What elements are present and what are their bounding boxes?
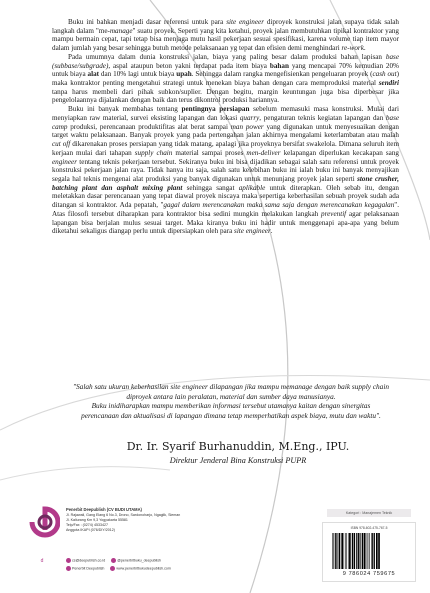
text-run: , pengaturan teknis kegiatan lapangan dan	[259, 113, 386, 122]
barcode-bar	[332, 533, 333, 569]
text-run: cash out	[372, 70, 397, 79]
barcode-bar	[358, 533, 359, 569]
text-run: .	[270, 227, 273, 236]
text-run: " suatu proyek. Seperti yang kita ketahui, proyek jalan membutuhkan tipikal kontraktor yang mampu bermain cepat, tapi tetap bisa menjaga mutu hasil pekerjaan sesuai spesifikasi, karena volume tiap item mayor dalam jumlah yang besar sehingga butuh metode pelaksanaan yg tepat dan efisien demi menghindari	[52, 26, 400, 53]
isbn-label: ISBN 978-602-475-767-5	[350, 526, 388, 530]
text-run: stone crusher, batching plant dan asphalt mixing plant	[52, 174, 399, 192]
barcode-bar	[346, 533, 347, 569]
barcode-bar	[372, 533, 373, 569]
text-run: yang digunakan untuk menyesuaikan dengan target waktu pelaksanaan. Banyak proyek yang pada pertengahan jalan akhirnya mengalami keterlambatan atau malah	[52, 122, 400, 140]
barcode-bar	[333, 533, 334, 569]
category-label: Kategori : Manajemen Teknik	[327, 509, 411, 517]
text-run: Buku ini bahkan menjadi dasar referensi untuk para	[68, 18, 227, 26]
text-run: material sampai proses	[172, 148, 247, 157]
text-run: Pada umumnya dalam dunia konstruksi jalan, biaya yang paling besar dalam produksi bahan lapisan	[68, 52, 386, 61]
instagram-contact[interactable]	[111, 558, 161, 563]
barcode-bar	[345, 533, 346, 569]
barcode-bar	[367, 533, 368, 569]
barcode-graphic	[331, 533, 407, 571]
text-run: ". Atas filosofi tersebut diharapkan para kontraktor bisa sedini mungkin melakukan langkah	[52, 201, 399, 218]
text-run: kelapangan diperlukan kecakapan sang	[280, 148, 399, 157]
email-text: cs@deepublish.co.id	[72, 558, 106, 563]
publisher-name: Penerbit Deepublish (CV BUDI UTAMA)	[66, 507, 142, 512]
barcode-bar	[352, 533, 354, 569]
text-run: base camp	[52, 113, 400, 131]
text-run: sehingga sangat	[182, 183, 239, 192]
text-run: sendiri	[378, 79, 399, 88]
website-contact[interactable]	[110, 566, 171, 571]
facebook-contact[interactable]	[66, 566, 104, 571]
publisher-contacts	[66, 558, 276, 571]
text-run: diproyek konstruksi jalan supaya tidak salah langkah dalam "me-	[52, 18, 400, 35]
barcode-bar	[376, 533, 378, 569]
text-run: re-work	[341, 44, 364, 53]
text-run: upah	[176, 70, 192, 79]
publisher-address-1: Jl. Rajawali, Gang Elang 6 No.3, Drono, Sardonoharjo, Ngaglik, Sleman	[66, 512, 181, 517]
instagram-text: @penerbitbuku_deepublish	[117, 558, 162, 563]
text-run: pentingnya persiapan	[181, 105, 250, 114]
barcode-number: 9 786024 759675	[342, 571, 396, 577]
text-run: preventif	[321, 209, 347, 218]
text-run: site engineer	[226, 18, 264, 26]
text-run: quarry	[239, 113, 260, 122]
text-run: aplikable	[238, 183, 266, 192]
barcode-bar	[356, 533, 357, 569]
text-run: tentang teknis pekerjaan tersebut. Sekiranya buku ini bisa dijadikan sebagai salah satu referensi untuk proyek konstruksi pekerjaan jalan raya. Tidak hanya itu saja, salah satu kelebihan buku ini ialah buku ini banyak menyajikan segala hal teknis mengenai alat produksi yang banyak digunakan untuk menunjang proyek jalan seperti	[52, 157, 399, 183]
email-contact[interactable]	[66, 558, 105, 563]
text-run: tanpa harus membeli dari pihak subkon/suplier. Dengan begitu, margin keuntungan juga bisa diperbesar jika pengelolaannya dijalankan dengan baik dan terus dikontrol produksi hariannya.	[52, 87, 399, 105]
text-run: sebelum memasuki masa konstruksi. Mulai dari menyiapkan raw material, survei eksisting lapangan dan lokasi	[52, 105, 399, 122]
barcode-bar	[378, 533, 380, 569]
text-run: man power	[230, 122, 264, 131]
facebook-text: Penerbit Deepublish	[72, 566, 105, 571]
text-run: engineer	[52, 157, 77, 166]
barcode-bar	[371, 533, 372, 569]
quote-line-1: "Salah satu ukuran keberhasilan site engineer dilapangan jika mampu memanage dengan baik supply chain diproyek antara lain peralatan, material dan sumber daya manusianya.	[72, 382, 390, 401]
barcode-bar	[368, 533, 369, 569]
barcode-bar	[341, 533, 343, 569]
facebook-icon	[66, 566, 71, 571]
barcode-bar	[374, 533, 375, 569]
publisher-membership: Anggota IKAPI (076/DIY/2012)	[66, 527, 115, 532]
text-run: bahan	[269, 61, 289, 70]
barcode-bar	[349, 533, 351, 569]
publisher-phone: Telp/Fax : (0274) 4533427	[66, 522, 108, 527]
barcode-bar	[360, 533, 361, 569]
barcode-bar	[364, 533, 366, 569]
barcode-bar	[339, 533, 341, 569]
paragraph-2	[52, 53, 399, 105]
text-run: untuk diterapkan. Oleh sebab itu, dengan meletakkan dasar perencanaan yang tepat diawal proyek niscaya maka sepertiga keberhasilan sebuah proyek sudah ada ditangan si kontraktor. Ada pepatah, "	[52, 183, 399, 210]
endorser-name: Dr. Ir. Syarif Burhanuddin, M.Eng., IPU.	[126, 440, 350, 453]
text-run: alat	[87, 70, 100, 79]
barcode-bar	[344, 533, 345, 569]
publisher-address-2: Jl. Kaliurang Km 9,3 Yogyakarta 55581	[66, 517, 128, 522]
paragraph-1	[52, 18, 399, 53]
text-run: men-deliver	[246, 148, 281, 157]
text-run: gagal dalam merencanakan maka sama saja dengan merencanakan kegagalan	[163, 201, 395, 210]
text-run: Buku ini banyak membahas tentang	[68, 105, 182, 114]
endorsement-quote	[72, 382, 390, 420]
barcode-bar	[336, 533, 337, 569]
svg-text:d: d	[40, 558, 44, 564]
website-text: www.penerbitbukudeepublish.com	[116, 566, 171, 571]
text-run: agar pelaksanaan lapangan bisa berjalan mulus sesuai target. Maka kiranya buku ini hadir untuk menggenapi apa-apa yang belum diketahui sekaligus diangap perlu untuk dipersiapkan oleh para	[52, 209, 400, 236]
deepublish-logo-icon	[24, 500, 60, 572]
paragraph-3	[52, 105, 399, 236]
text-run: base (subbase/subgrade)	[52, 52, 399, 70]
instagram-icon	[111, 558, 116, 563]
barcode-bar	[348, 533, 349, 569]
text-run: dikarenakan proses persiapan yang tidak matang, apalagi jika proyeknya bersifat swakelola. Dimana seluruh item kerjaan mulai dari tahapan	[52, 140, 399, 157]
globe-icon	[110, 566, 115, 571]
text-run: produksi, perencanaan produktifitas alat berat sampai	[67, 122, 231, 131]
publisher-logo	[24, 500, 60, 572]
text-run: yang mencapai 70% kemudian 20% untuk biaya	[52, 61, 400, 79]
text-run: cut off	[52, 140, 71, 149]
text-run: dan 10% lagi untuk biaya	[99, 70, 177, 79]
barcode-bar	[335, 533, 336, 569]
text-run: manage	[109, 26, 133, 35]
text-run: , aspal ataupun beton yakni terdapat pada item biaya	[108, 61, 270, 70]
text-run: . Sehingga dalam rangka mengefisienkan pengeluaran proyek (	[191, 70, 373, 79]
isbn-barcode	[322, 522, 416, 582]
quote-line-2: Buku inidiharapkan mampu memberikan informasi tersebut utamanya kaitan dengan sinergitas perencanaan dan aktualisasi di lapangan dimana tetap memperhatikan aspek biaya, mutu dan waktu".	[81, 401, 381, 420]
text-run: supply chain	[134, 148, 173, 157]
email-icon	[66, 558, 71, 563]
barcode-bar	[369, 533, 370, 569]
publisher-info	[66, 508, 226, 533]
text-run: .	[363, 44, 366, 53]
text-run: site engineer	[234, 227, 271, 236]
synopsis-text	[52, 18, 399, 236]
barcode-bar	[354, 533, 355, 569]
endorser-role: Direktur Jenderal Bina Konstruksi PUPR	[169, 456, 307, 465]
barcode-bar	[362, 533, 364, 569]
text-run: ) maka kontraktor penting mengetahui strategi untuk menekan biaya bahan dengan cara memproduksi material	[52, 70, 399, 88]
